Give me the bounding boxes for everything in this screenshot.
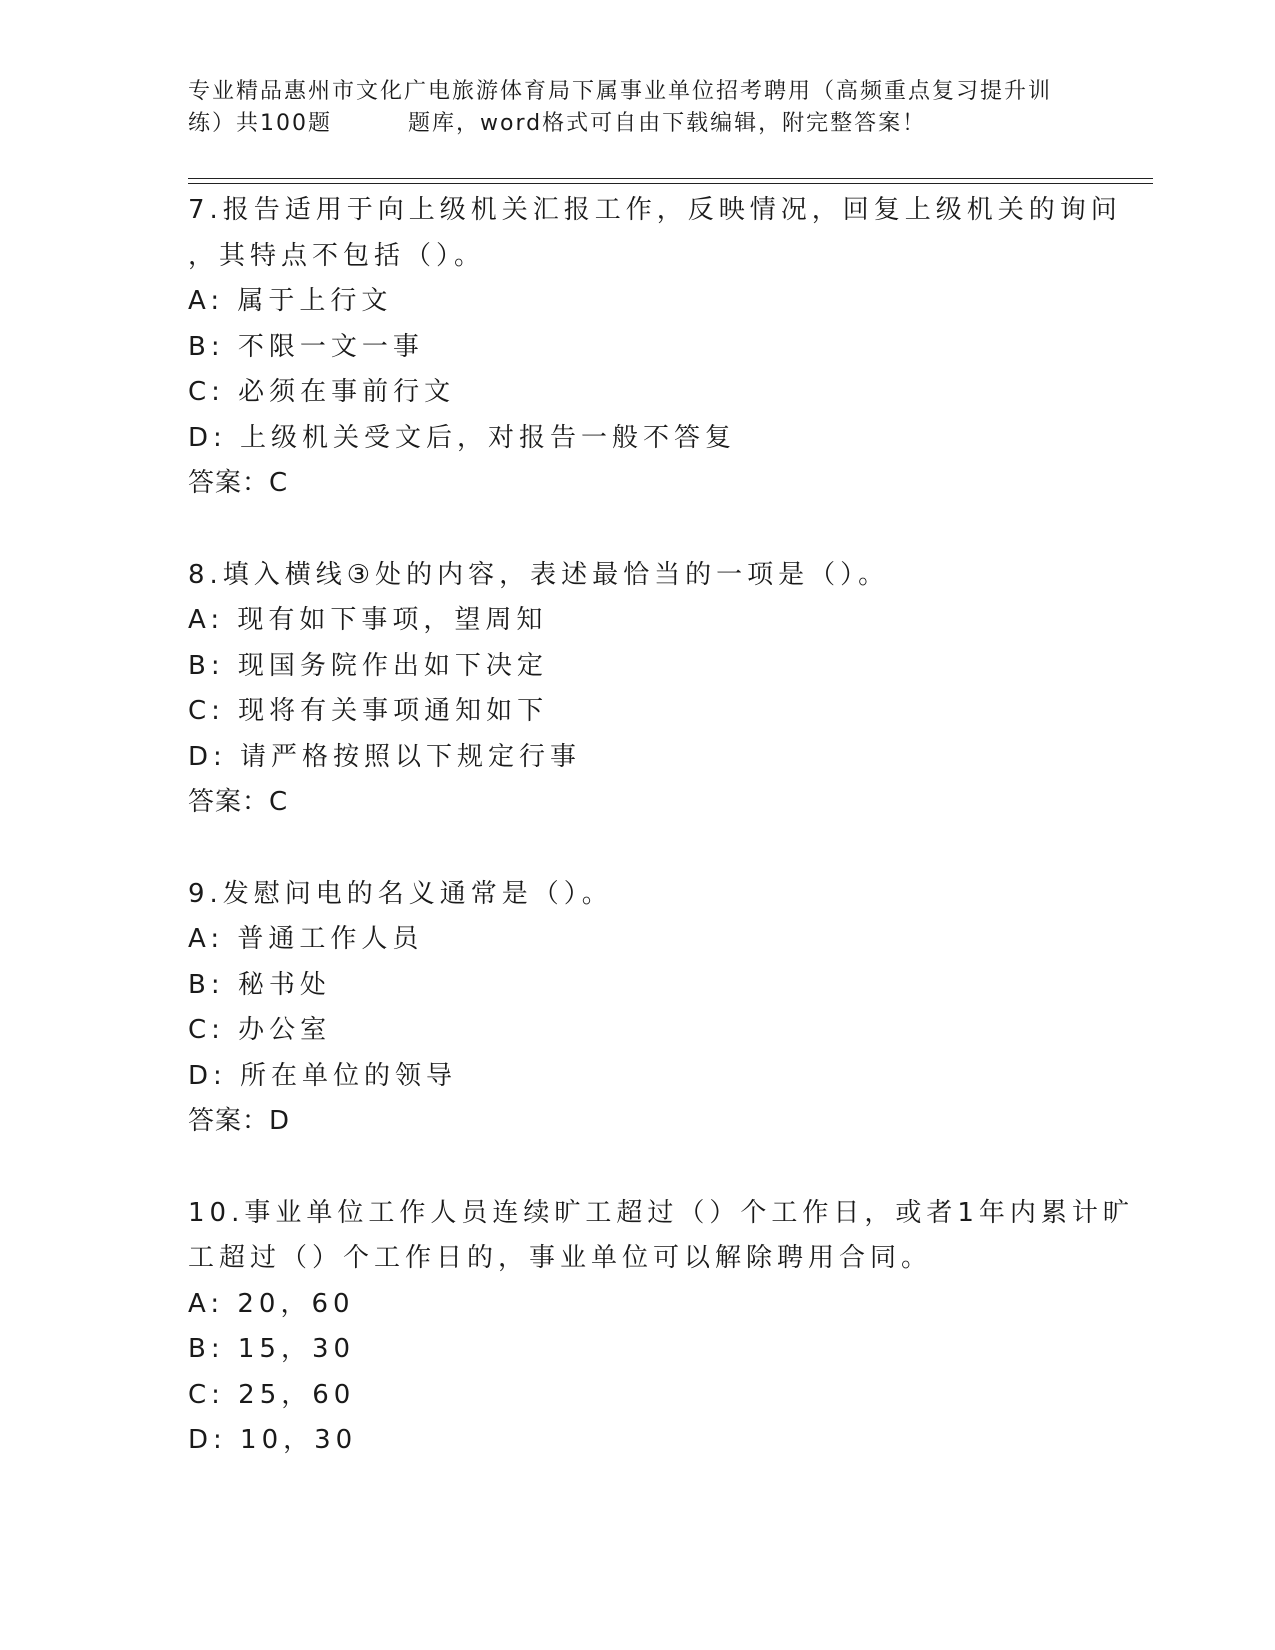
option-a: A: 20，60 bbox=[188, 1288, 355, 1319]
answer: 答案：C bbox=[188, 787, 289, 817]
question-10 bbox=[188, 1191, 1148, 1464]
option-b: B: 不限一文一事 bbox=[188, 331, 424, 362]
option-b: B: 15，30 bbox=[188, 1334, 356, 1364]
question-text: 工超过（）个工作日的，事业单位可以解除聘用合同。 bbox=[188, 1243, 933, 1273]
option-c: C: 现将有关事项通知如下 bbox=[188, 696, 549, 726]
option-c: C: 25，60 bbox=[188, 1379, 356, 1410]
header-line-2-part-b: 题库，word格式可自由下载编辑，附完整答案！ bbox=[408, 111, 927, 136]
option-a: A: 普通工作人员 bbox=[188, 924, 424, 954]
question-text: 9.发慰问电的名义通常是（）。 bbox=[188, 878, 613, 909]
option-d: D: 所在单位的领导 bbox=[188, 1060, 458, 1091]
option-a: A: 现有如下事项，望周知 bbox=[188, 605, 548, 635]
header-line-1: 专业精品惠州市文化广电旅游体育局下属事业单位招考聘用（高频重点复习提升训 bbox=[188, 79, 1053, 104]
option-c: C: 办公室 bbox=[188, 1015, 332, 1045]
option-d: D: 请严格按照以下规定行事 bbox=[188, 741, 582, 772]
option-d: D: 上级机关受文后，对报告一般不答复 bbox=[188, 422, 737, 453]
option-d: D: 10，30 bbox=[188, 1425, 358, 1455]
question-8 bbox=[188, 553, 1148, 826]
answer: 答案：C bbox=[188, 468, 289, 498]
option-c: C: 必须在事前行文 bbox=[188, 377, 456, 407]
question-text: 7.报告适用于向上级机关汇报工作，反映情况，回复上级机关的询问 bbox=[188, 195, 1122, 225]
header-divider-top bbox=[188, 178, 1153, 179]
question-9 bbox=[188, 872, 1148, 1145]
header-line-2-part-a: 练）共100题 bbox=[188, 111, 332, 136]
question-7 bbox=[188, 188, 1148, 507]
document-header bbox=[188, 76, 1088, 140]
question-list bbox=[188, 188, 1148, 1510]
answer: 答案：D bbox=[188, 1106, 291, 1136]
header-divider-bottom bbox=[188, 183, 1153, 184]
question-text: 8.填入横线③处的内容，表述最恰当的一项是（）。 bbox=[188, 559, 890, 590]
option-b: B: 秘书处 bbox=[188, 969, 331, 1000]
option-a: A: 属于上行文 bbox=[188, 286, 393, 316]
header-line-2 bbox=[188, 108, 1088, 140]
question-text: 10.事业单位工作人员连续旷工超过（）个工作日，或者1年内累计旷 bbox=[188, 1197, 1134, 1228]
question-text: ，其特点不包括（）。 bbox=[188, 240, 486, 271]
option-b: B: 现国务院作出如下决定 bbox=[188, 650, 548, 681]
